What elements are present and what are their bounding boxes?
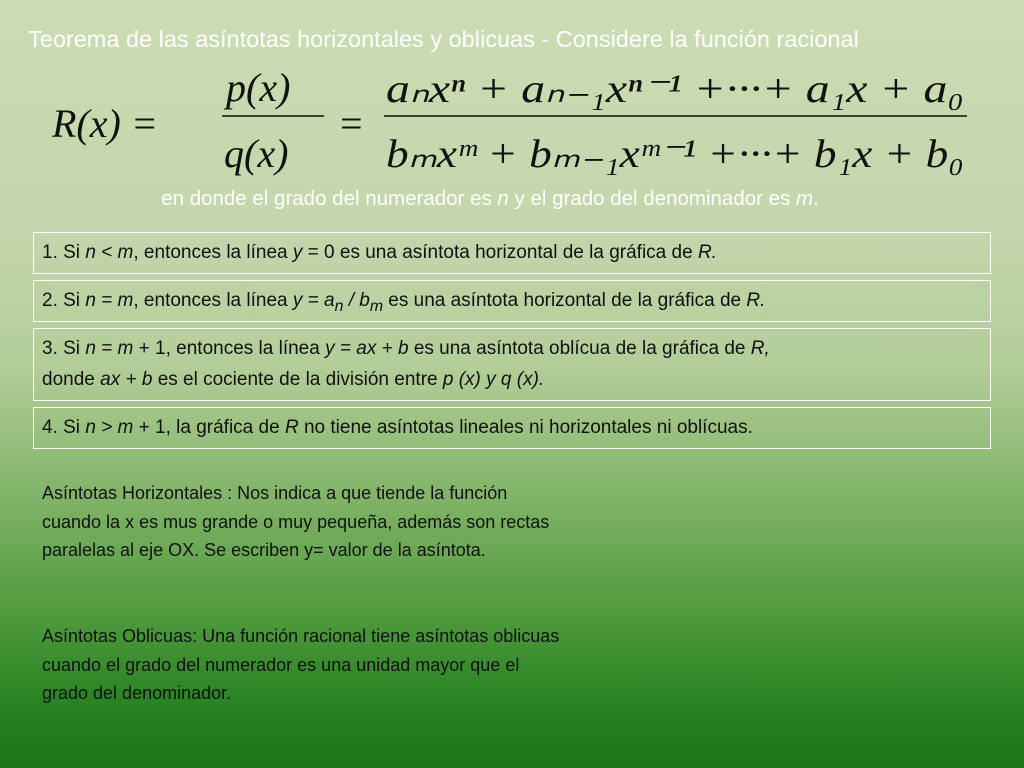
- rule-1-number: 1. Si: [42, 242, 86, 263]
- rule-4-function: R: [284, 417, 299, 438]
- rational-function-formula: [52, 66, 982, 186]
- rule-4-number: 4. Si: [42, 417, 86, 438]
- rule-1-condition: n < m: [85, 242, 134, 263]
- slide-title: Teorema de las asíntotas horizontales y oblicuas - Considere la función racional: [28, 26, 859, 52]
- rule-4-box: [33, 407, 991, 449]
- rule-2-box: [33, 280, 991, 322]
- rule-1-box: [33, 232, 991, 274]
- rule-1-function: R.: [697, 242, 717, 263]
- rule-4-text-2: no tiene asíntotas lineales ni horizontales ni oblícuas.: [298, 417, 753, 438]
- rule-3-line-1: [42, 333, 982, 364]
- note-horizontal-asymptotes: Asíntotas Horizontales : Nos indica a que tiende la función cuando la x es mus grande o muy pequeña, además son rectas paralelas al eje OX. Se escriben y= valor de la asíntota.: [42, 483, 550, 561]
- rule-3-function: R,: [750, 338, 770, 359]
- rule-2-text-1: , entonces la línea: [133, 290, 293, 311]
- degree-m: m: [796, 187, 814, 210]
- rule-4-condition: n > m: [85, 417, 134, 438]
- rule-3-number: 3. Si: [42, 338, 86, 359]
- rule-3-division: p (x) y q (x).: [442, 369, 545, 390]
- rule-2-subscript-m: m: [369, 297, 384, 315]
- note-oblique-asymptotes: Asíntotas Oblicuas: Una función racional tiene asíntotas oblicuas cuando el grado del numerador es una unidad mayor que el grado del denominador.: [42, 626, 560, 704]
- degree-n: n: [497, 187, 509, 210]
- formula-equals: =: [340, 101, 363, 146]
- formula-frac-denominator: q(x): [224, 131, 289, 176]
- rule-2-function: R.: [746, 290, 766, 311]
- rule-2-number: 2. Si: [42, 290, 86, 311]
- rule-3-quotient: ax + b: [100, 369, 153, 390]
- degree-text-3: .: [813, 187, 819, 210]
- rule-1-text-2: = 0 es una asíntota horizontal de la gráfica de: [302, 242, 698, 263]
- degree-text-2: y el grado del denominador es: [508, 187, 797, 210]
- rule-2-equation-a: y = a: [292, 290, 335, 311]
- rule-2-text-2: es una asíntota horizontal de la gráfica de: [383, 290, 747, 311]
- rule-2-equation-b: / b: [343, 290, 370, 311]
- rule-3-box: [33, 328, 991, 401]
- degree-description: [0, 187, 980, 211]
- rule-3-equation: y = ax + b: [325, 338, 409, 359]
- degree-text-1: en donde el grado del numerador es: [161, 187, 498, 210]
- rule-3-text-4: es el cociente de la división entre: [152, 369, 443, 390]
- rule-3-text-2: es una asíntota oblícua de la gráfica de: [408, 338, 751, 359]
- formula-lhs: R(x) =: [52, 101, 158, 146]
- rule-4-text-1: + 1, la gráfica de: [133, 417, 285, 438]
- rule-3-text-1: + 1, entonces la línea: [133, 338, 326, 359]
- formula-frac-numerator: p(x): [226, 66, 291, 110]
- rule-3-line-2: [42, 364, 982, 395]
- rule-3-condition: n = m: [85, 338, 134, 359]
- formula-polynomial-denominator: bₘxᵐ + bₘ₋₁xᵐ⁻¹ +···+ b₁x + b₀: [386, 131, 964, 176]
- rule-2-condition: n = m: [85, 290, 134, 311]
- rule-1-text-1: , entonces la línea: [133, 242, 293, 263]
- rule-1-equation: y: [292, 242, 303, 263]
- formula-polynomial-numerator: aₙxⁿ + aₙ₋₁xⁿ⁻¹ +···+ a₁x + a₀: [386, 66, 964, 111]
- rule-3-text-3: donde: [42, 369, 101, 390]
- rule-2-subscript-n: n: [334, 297, 344, 315]
